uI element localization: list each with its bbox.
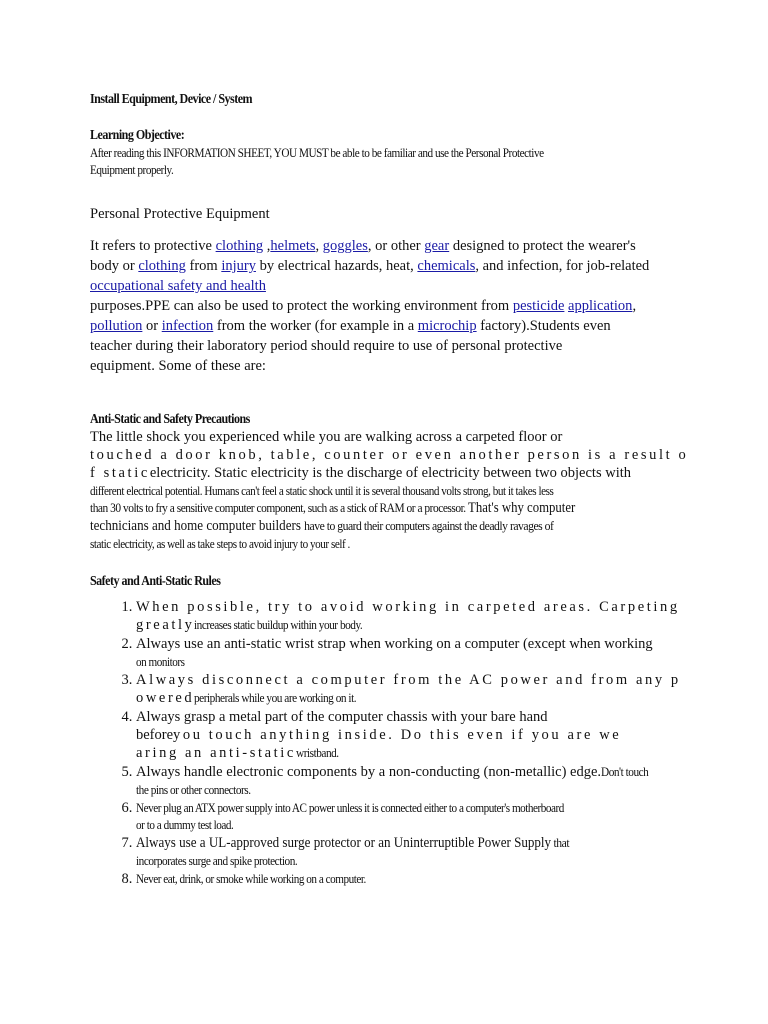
objective-text: After reading this INFORMATION SHEET, YOU MUST be able to be familiar and use the Personal Protective Equipment properly. <box>90 145 544 177</box>
list-item: 7. Always use a UL-approved surge protector or an Uninterruptible Power Supply that incorporates surge and spike protection. <box>136 834 680 869</box>
list-item: 8. Never eat, drink, or smoke while working on a computer. <box>136 870 680 887</box>
document-title: Install Equipment, Device / System <box>90 92 253 107</box>
link-clothing-2[interactable]: clothing <box>138 258 186 274</box>
list-item: 1. When possible, try to avoid working in carpeted areas. Carpeting greatlyincreases static buildup within your body. <box>136 598 680 634</box>
objective-heading: Learning Objective: <box>90 128 185 143</box>
link-injury[interactable]: injury <box>221 258 256 274</box>
list-item: 4. Always grasp a metal part of the computer chassis with your bare hand beforeyou touch anything inside. Do this even if you are we aring an anti-staticwristband. <box>136 708 680 762</box>
link-application[interactable]: application <box>568 298 633 314</box>
link-helmets[interactable]: helmets <box>270 238 316 254</box>
ppe-paragraph: It refers to protective clothing ,helmets, goggles, or other gear designed to protect the wearer's body or clothing from injury by electrical hazards, heat, chemicals, and infection, for job-related occupational safety and health purposes.PPE can also be used to protect the working environment from pesticide application, pollution or infection from the worker (for example in a microchip factory).Students even teacher during their laboratory period should require to use of personal protective equipment. Some of these are: <box>90 238 650 374</box>
link-infection[interactable]: infection <box>161 318 214 334</box>
link-goggles[interactable]: goggles <box>322 238 368 254</box>
link-clothing[interactable]: clothing <box>215 238 264 254</box>
link-gear[interactable]: gear <box>424 238 450 254</box>
list-item: 6. Never plug an ATX power supply into AC power unless it is connected either to a computer's motherboard or to a dummy test load. <box>136 799 680 833</box>
list-item: 2. Always use an anti-static wrist strap when working on a computer (except when working on monitors <box>136 635 680 670</box>
link-pollution[interactable]: pollution <box>90 318 143 334</box>
rules-heading: Safety and Anti-Static Rules <box>90 574 221 589</box>
document-content <box>90 90 689 888</box>
rules-list <box>90 598 680 887</box>
link-chemicals[interactable]: chemicals <box>417 258 476 274</box>
link-microchip[interactable]: microchip <box>417 318 477 334</box>
list-item: 5. Always handle electronic components by a non-conducting (non-metallic) edge.Don't touch the pins or other connectors. <box>136 763 680 798</box>
ppe-heading: Personal Protective Equipment <box>90 206 270 222</box>
link-occupational-safety[interactable]: occupational safety and health <box>90 278 266 294</box>
antistatic-paragraph: The little shock you experienced while you are walking across a carpeted floor or touched a door knob, table, counter or even another person is a result o f staticelectricity. Static electricity is the discharge of electricity between two objects with different electrical potential. Humans can't feel a static shock until it is several thousand volts strong, but it takes less than 30 volts to fry a sensitive computer component, such as a stick of RAM or a processor. That's why computer technicians and home computer builders have to guard their computers against the deadly ravages of static electricity, as well as take steps to avoid injury to your self . <box>90 429 689 551</box>
link-pesticide[interactable]: pesticide <box>512 298 565 314</box>
antistatic-heading: Anti-Static and Safety Precautions <box>90 412 250 427</box>
list-item: 3. Always disconnect a computer from the AC power and from any p oweredperipherals while you are working on it. <box>136 671 680 707</box>
